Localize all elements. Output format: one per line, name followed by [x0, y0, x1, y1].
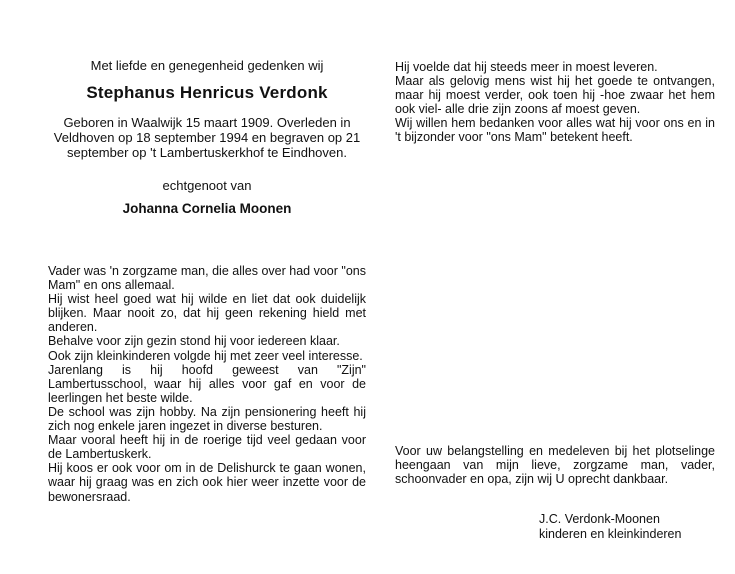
signature-block [539, 512, 719, 542]
tribute-paragraph: Maar als gelovig mens wist hij het goede te ontvangen, maar hij moest verder, ook toen hij -hoe zwaar het hem ook viel- alle drie zijn zoons af moest geven. [395, 74, 715, 117]
dates-text: Geboren in Waalwijk 15 maart 1909. Overleden in Veldhoven op 18 september 1994 en begraven op 21 september op 't Lambertuskerkhof te Eindhoven. [53, 115, 361, 160]
tribute-paragraph: Vader was 'n zorgzame man, die alles over had voor "ons Mam" en ons allemaal. [48, 264, 366, 293]
tribute-paragraph: Maar vooral heeft hij in de roerige tijd veel gedaan voor de Lambertuskerk. [48, 433, 366, 462]
signature-name: J.C. Verdonk-Moonen [539, 512, 660, 526]
tribute-paragraph: Jarenlang is hij hoofd geweest van "Zijn" Lambertusschool, waar hij alles voor gaf en voor de leerlingen het beste wilde. [48, 362, 366, 405]
tribute-paragraph: Ook zijn kleinkinderen volgde hij met zeer veel interesse. [48, 348, 363, 363]
tribute-paragraph: Wij willen hem bedanken voor alles wat hij voor ons en in 't bijzonder voor "ons Mam" betekent heeft. [395, 116, 715, 145]
signature-family: kinderen en kleinkinderen [539, 527, 682, 541]
thanks-text [395, 444, 715, 486]
tribute-paragraph: Behalve voor zijn gezin stond hij voor iedereen klaar. [48, 334, 340, 349]
thanks-paragraph: Voor uw belangstelling en medeleven bij het plotselinge heengaan van mijn lieve, zorgzame man, vader, schoonvader en opa, zijn wij U oprecht dankbaar. [395, 444, 715, 487]
header-block [48, 58, 366, 216]
tribute-paragraph: Hij voelde dat hij steeds meer in moest leveren. [395, 60, 658, 74]
tribute-paragraph: Hij wist heel goed wat hij wilde en liet dat ook duidelijk blijken. Maar nooit zo, dat hij geen rekening hield met anderen. [48, 292, 366, 335]
deceased-name: Stephanus Henricus Verdonk [86, 83, 328, 102]
tribute-continued [395, 60, 715, 145]
tribute-text [48, 264, 366, 504]
intro-line: Met liefde en genegenheid gedenken wij [90, 58, 324, 73]
tribute-paragraph: Hij koos er ook voor om in de Delishurck te gaan wonen, waar hij graag was en zich ook hier weer inzette voor de bewonersraad. [48, 461, 366, 504]
spouse-name: Johanna Cornelia Moonen [122, 201, 292, 216]
spouse-label: echtgenoot van [162, 178, 252, 193]
tribute-paragraph: De school was zijn hobby. Na zijn pensionering heeft hij zich nog enkele jaren ingezet in diverse besturen. [48, 404, 366, 434]
